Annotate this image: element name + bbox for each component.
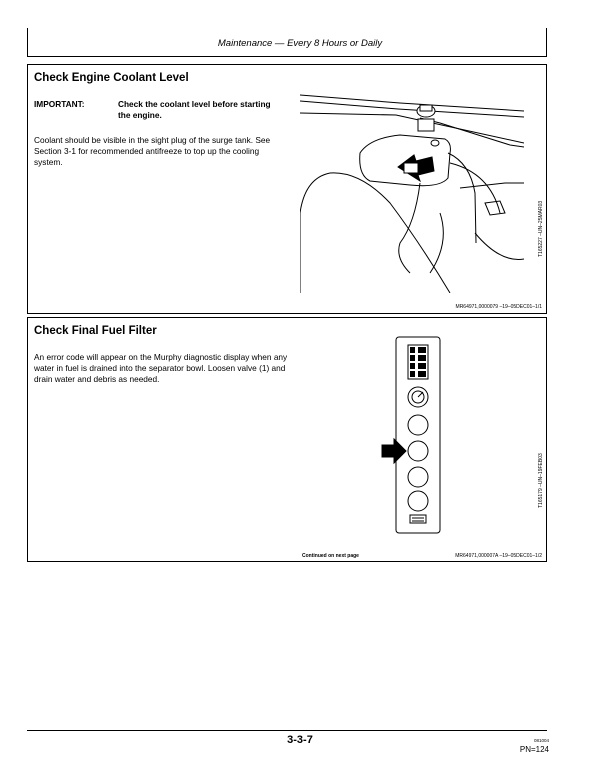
figure-code-fuel-filter: T165179 –UN–19FEB03	[538, 453, 544, 508]
murphy-panel-figure	[378, 335, 458, 535]
important-line-2: the engine.	[118, 110, 162, 120]
coolant-instructions: Coolant should be visible in the sight plug of the surge tank. See Section 3-1 for recommended antifreeze to top up the cooling system.	[34, 135, 271, 167]
header-rule	[27, 56, 547, 57]
important-line-1: Check the coolant level before starting	[118, 99, 271, 109]
section-title-coolant: Check Engine Coolant Level	[34, 72, 189, 84]
section-title-fuel-filter: Check Final Fuel Filter	[34, 325, 157, 337]
continued-note: Continued on next page	[302, 553, 359, 559]
section-coolant	[27, 64, 547, 314]
reference-code-coolant: MR64971,0000079 –19–05DEC01–1/1	[455, 304, 542, 310]
section-fuel-filter	[27, 317, 547, 562]
pn-label: PN=124	[519, 745, 549, 754]
footer-rule	[27, 730, 547, 731]
coolant-surge-tank-figure	[300, 83, 524, 293]
reference-code-fuel-filter: MR64971,000007A –19–05DEC01–1/2	[455, 553, 542, 559]
fuel-filter-instructions: An error code will appear on the Murphy diagnostic display when any water in fuel is drained into the separator bowl. Loosen valve (1) and drain water and debris as needed.	[34, 352, 288, 384]
important-label: IMPORTANT:	[34, 99, 85, 109]
important-notice	[34, 99, 296, 121]
footer-code: 081004	[533, 738, 549, 743]
page-header-title: Maintenance — Every 8 Hours or Daily	[217, 38, 383, 49]
page-number: 3-3-7	[287, 734, 313, 746]
figure-code-coolant: T165227 –UN–25MAR03	[538, 200, 544, 257]
